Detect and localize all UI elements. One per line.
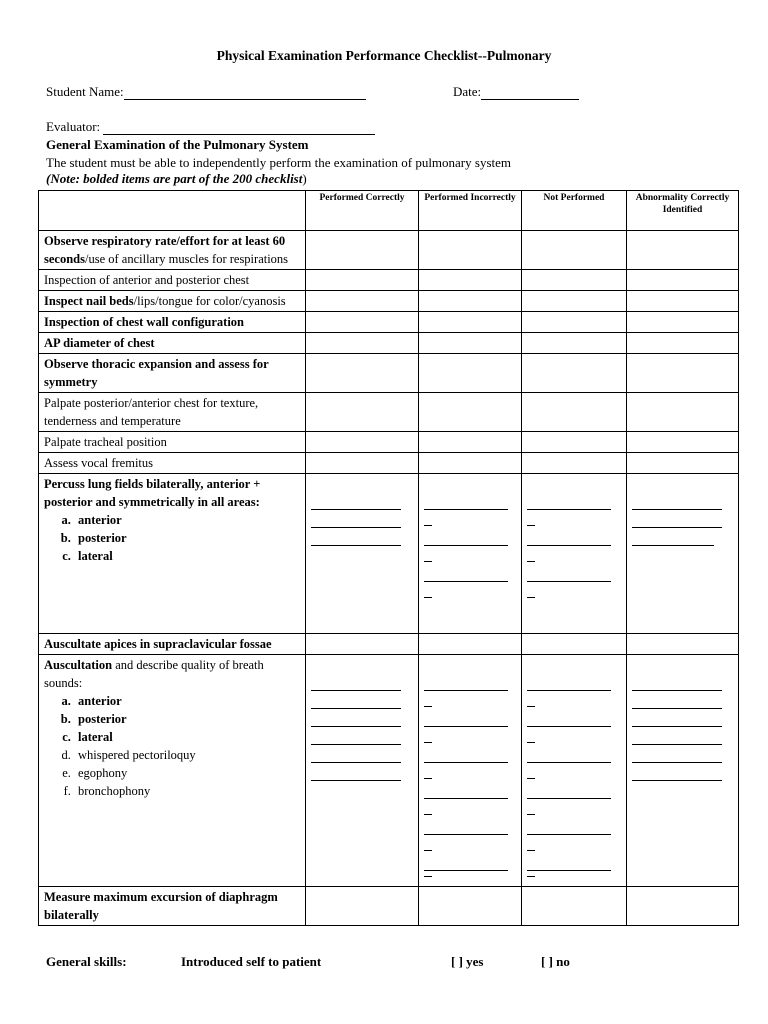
cell-incorrect[interactable] (419, 887, 522, 926)
blank-line[interactable] (632, 708, 722, 709)
row-label (39, 393, 306, 432)
blank-dash (527, 706, 535, 707)
general-skills-item: Introduced self to patient (181, 954, 322, 969)
cell-incorrect[interactable] (419, 312, 522, 333)
cell-not-performed[interactable] (522, 887, 627, 926)
blank-line[interactable] (311, 780, 401, 781)
row-label (39, 231, 306, 270)
row-label-bold: AP diameter of chest (44, 336, 155, 350)
cell-incorrect[interactable] (419, 270, 522, 291)
blank-dash (424, 814, 432, 815)
row-label: Measure maximum excursion of diaphragm bilaterally (39, 887, 306, 926)
blank-dash (527, 561, 535, 562)
cell-correct[interactable] (306, 453, 419, 474)
blank-line[interactable] (527, 798, 611, 799)
blank-line[interactable] (632, 762, 722, 763)
blank-line[interactable] (424, 690, 508, 691)
table-row (39, 354, 739, 393)
blank-line[interactable] (527, 509, 611, 510)
cell-correct[interactable] (306, 270, 419, 291)
col-performed-correctly: Performed Correctly (306, 191, 419, 231)
note-text: (Note: bolded items are part of the 200 checklist (46, 171, 303, 186)
auscultation-text (44, 656, 300, 692)
list-item: d. whispered pectoriloquy (74, 746, 300, 764)
blank-line[interactable] (424, 581, 508, 582)
cell-abnormality[interactable] (627, 270, 739, 291)
row-label-bold: Inspect nail beds (44, 294, 134, 308)
date-label: Date: (453, 84, 482, 99)
cell-not-performed[interactable] (522, 291, 627, 312)
auscultation-rest: and describe quality of breath sounds: (44, 658, 264, 690)
cell-incorrect[interactable] (419, 231, 522, 270)
row-label-rest: /lips/tongue for color/cyanosis (133, 294, 286, 308)
cell-correct[interactable] (306, 291, 419, 312)
cell-abnormality[interactable] (627, 887, 739, 926)
blank-line[interactable] (424, 834, 508, 835)
date-line[interactable] (481, 99, 579, 100)
row-label: Auscultate apices in supraclavicular fossae (39, 634, 306, 655)
student-name-line[interactable] (124, 99, 366, 100)
row-label-rest: Palpate tracheal position (44, 435, 167, 449)
blank-line[interactable] (311, 726, 401, 727)
blank-line[interactable] (632, 726, 722, 727)
cell-not-performed[interactable] (522, 453, 627, 474)
blank-line[interactable] (632, 780, 722, 781)
cell-abnormality[interactable] (627, 333, 739, 354)
row-label (39, 270, 306, 291)
no-checkbox[interactable]: [ ] no (541, 954, 570, 969)
cell-not-performed[interactable] (522, 333, 627, 354)
section-title: General Examination of the Pulmonary System (46, 137, 309, 152)
row-label-bold: Inspection of chest wall configuration (44, 315, 244, 329)
cell-correct[interactable] (306, 231, 419, 270)
cell-incorrect[interactable] (419, 291, 522, 312)
cell-abnormality[interactable] (627, 291, 739, 312)
cell-not-performed[interactable] (522, 354, 627, 393)
blank-line[interactable] (632, 509, 722, 510)
list-item: f. bronchophony (74, 782, 300, 800)
blank-line[interactable] (632, 744, 722, 745)
blank-line[interactable] (632, 545, 714, 546)
row-label-bold: Observe respiratory rate/effort for at least 60 seconds (44, 234, 286, 266)
checklist-table (38, 190, 739, 926)
cell-not-performed[interactable] (522, 655, 627, 887)
blank-line[interactable] (311, 545, 401, 546)
table-row (39, 887, 739, 926)
date-field[interactable] (453, 84, 579, 100)
col-not-performed: Not Performed (522, 191, 627, 231)
cell-correct[interactable] (306, 312, 419, 333)
row-label-bold: Observe thoracic expansion and assess for symmetry (44, 357, 269, 389)
blank-dash (527, 778, 535, 779)
blank-dash (424, 561, 432, 562)
cell-abnormality[interactable] (627, 634, 739, 655)
cell-incorrect[interactable] (419, 393, 522, 432)
row-label-rest: Inspection of anterior and posterior chest (44, 273, 250, 287)
note-close: ) (302, 171, 307, 186)
blank-dash (424, 850, 432, 851)
blank-dash (527, 597, 535, 598)
blank-dash (424, 876, 432, 877)
cell-abnormality[interactable] (627, 231, 739, 270)
blank-line[interactable] (311, 762, 401, 763)
student-name-field[interactable] (46, 84, 366, 100)
cell-not-performed[interactable] (522, 231, 627, 270)
blank-line[interactable] (424, 509, 508, 510)
blank-line[interactable] (424, 545, 508, 546)
auscultation-sublist (44, 692, 300, 800)
row-label (39, 432, 306, 453)
cell-incorrect[interactable] (419, 474, 522, 634)
blank-line[interactable] (527, 870, 611, 871)
student-name-label: Student Name: (46, 84, 124, 99)
row-label (39, 354, 306, 393)
note-line (46, 171, 307, 187)
cell-correct[interactable] (306, 887, 419, 926)
cell-correct[interactable] (306, 474, 419, 634)
cell-abnormality[interactable] (627, 453, 739, 474)
cell-abnormality[interactable] (627, 474, 739, 634)
cell-abnormality[interactable] (627, 393, 739, 432)
blank-line[interactable] (527, 726, 611, 727)
table-row (39, 312, 739, 333)
cell-correct[interactable] (306, 634, 419, 655)
table-row (39, 634, 739, 655)
cell-not-performed[interactable] (522, 270, 627, 291)
auscultation-bold: Auscultation (44, 658, 113, 672)
evaluator-field[interactable] (46, 119, 375, 135)
blank-line[interactable] (527, 690, 611, 691)
percuss-sublist (44, 511, 300, 565)
cell-incorrect[interactable] (419, 333, 522, 354)
evaluator-label: Evaluator: (46, 119, 101, 134)
list-item: b. posterior (74, 710, 300, 728)
list-item: c. lateral (74, 728, 300, 746)
blank-dash (527, 850, 535, 851)
general-skills-label: General skills: (46, 954, 127, 969)
blank-dash (424, 525, 432, 526)
blank-line[interactable] (311, 708, 401, 709)
instruction-text: The student must be able to independently perform the examination of pulmonary system (46, 155, 511, 170)
cell-incorrect[interactable] (419, 354, 522, 393)
cell-abnormality[interactable] (627, 655, 739, 887)
blank-dash (527, 742, 535, 743)
table-row (39, 333, 739, 354)
cell-correct[interactable] (306, 393, 419, 432)
blank-dash (527, 525, 535, 526)
blank-line[interactable] (527, 762, 611, 763)
list-item: a. anterior (74, 692, 300, 710)
blank-line[interactable] (424, 726, 508, 727)
cell-incorrect[interactable] (419, 634, 522, 655)
blank-line[interactable] (527, 581, 611, 582)
row-label-rest: /use of ancillary muscles for respirations (84, 252, 289, 266)
list-item: e. egophony (74, 764, 300, 782)
blank-line[interactable] (527, 834, 611, 835)
cell-not-performed[interactable] (522, 474, 627, 634)
table-header-row (39, 191, 739, 231)
cell-not-performed[interactable] (522, 432, 627, 453)
blank-line[interactable] (424, 762, 508, 763)
blank-dash (424, 706, 432, 707)
cell-incorrect[interactable] (419, 453, 522, 474)
blank-dash (424, 778, 432, 779)
col-abnormality: Abnormality Correctly Identified (627, 191, 739, 231)
header-blank (39, 191, 306, 231)
row-label (39, 312, 306, 333)
list-item: a. anterior (74, 511, 300, 529)
cell-correct[interactable] (306, 655, 419, 887)
row-label (39, 291, 306, 312)
row-label (39, 453, 306, 474)
cell-incorrect[interactable] (419, 432, 522, 453)
blank-dash (527, 876, 535, 877)
blank-line[interactable] (311, 527, 401, 528)
list-item: b. posterior (74, 529, 300, 547)
blank-line[interactable] (311, 744, 401, 745)
cell-not-performed[interactable] (522, 312, 627, 333)
row-label (39, 333, 306, 354)
table-row (39, 291, 739, 312)
table-row (39, 453, 739, 474)
table-row-percuss (39, 474, 739, 634)
blank-dash (424, 597, 432, 598)
cell-not-performed[interactable] (522, 393, 627, 432)
blank-line[interactable] (311, 690, 401, 691)
table-row (39, 432, 739, 453)
row-label (39, 474, 306, 634)
yes-checkbox[interactable]: [ ] yes (451, 954, 484, 969)
blank-dash (424, 742, 432, 743)
blank-line[interactable] (424, 798, 508, 799)
cell-abnormality[interactable] (627, 312, 739, 333)
table-row (39, 231, 739, 270)
percuss-text: Percuss lung fields bilaterally, anterior + posterior and symmetrically in all areas: (44, 477, 261, 509)
cell-abnormality[interactable] (627, 354, 739, 393)
blank-line[interactable] (527, 545, 611, 546)
cell-incorrect[interactable] (419, 655, 522, 887)
table-row (39, 270, 739, 291)
row-label (39, 655, 306, 887)
blank-line[interactable] (424, 870, 508, 871)
blank-line[interactable] (632, 690, 722, 691)
cell-abnormality[interactable] (627, 432, 739, 453)
cell-correct[interactable] (306, 354, 419, 393)
page-title: Physical Examination Performance Checklist--Pulmonary (216, 48, 552, 63)
cell-correct[interactable] (306, 432, 419, 453)
blank-line[interactable] (311, 509, 401, 510)
table-row (39, 393, 739, 432)
cell-correct[interactable] (306, 333, 419, 354)
list-item: c. lateral (74, 547, 300, 565)
blank-dash (527, 814, 535, 815)
row-label-rest: Palpate posterior/anterior chest for texture, tenderness and temperature (44, 396, 259, 428)
blank-line[interactable] (632, 527, 722, 528)
evaluator-line[interactable] (103, 134, 375, 135)
table-row-auscultation (39, 655, 739, 887)
cell-not-performed[interactable] (522, 634, 627, 655)
col-performed-incorrectly: Performed Incorrectly (419, 191, 522, 231)
row-label-rest: Assess vocal fremitus (44, 456, 154, 470)
